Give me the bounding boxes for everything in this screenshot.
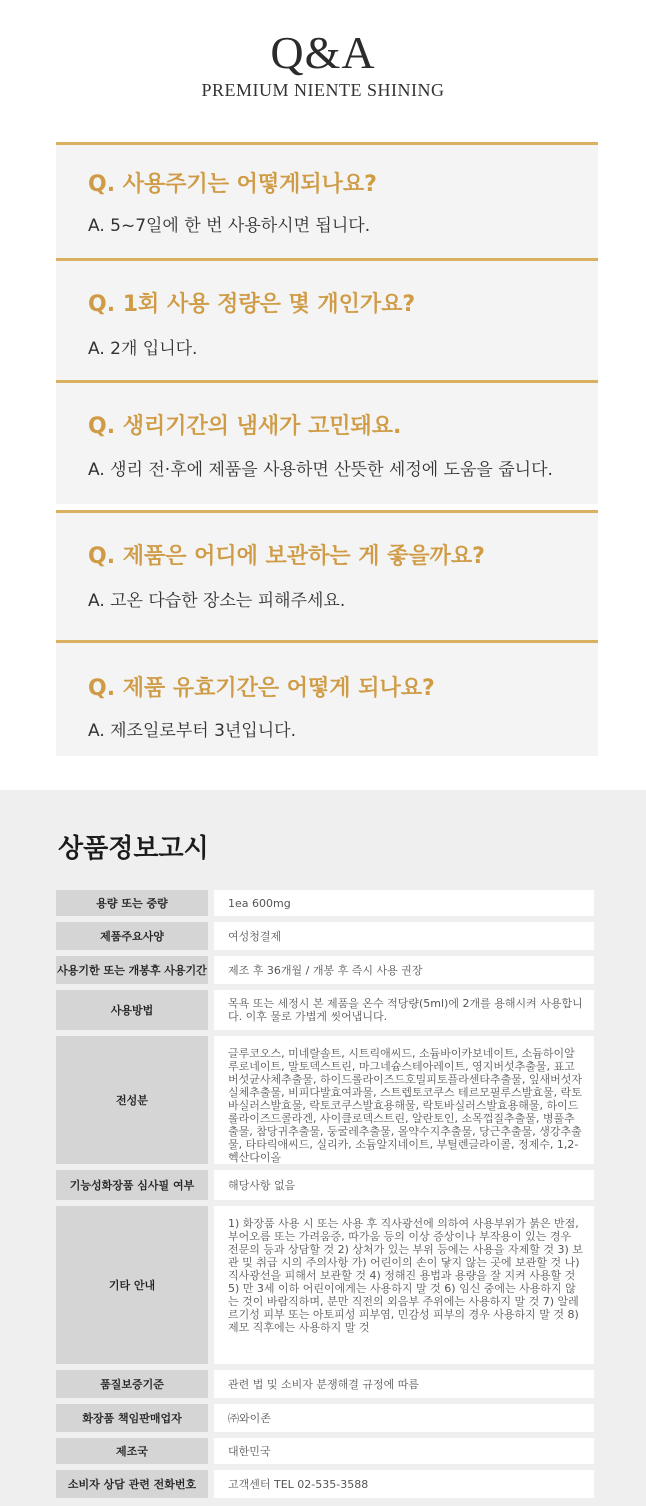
info-label: 제조국 <box>56 1438 208 1464</box>
qa-answer: A. 고온 다습한 장소는 피해주세요. <box>88 591 346 611</box>
info-row <box>56 990 594 1030</box>
qa-question: Q. 생리기간의 냄새가 고민돼요. <box>88 414 402 439</box>
info-label: 전성분 <box>56 1036 208 1164</box>
info-row <box>56 890 594 916</box>
qa-answer: A. 5~7일에 한 번 사용하시면 됩니다. <box>88 216 371 236</box>
info-value: 여성청결제 <box>214 922 594 950</box>
qa-answer: A. 생리 전·후에 제품을 사용하면 산뜻한 세정에 도움을 줍니다. <box>88 460 553 480</box>
qa-item <box>56 640 598 756</box>
qa-answer: A. 제조일로부터 3년입니다. <box>88 721 296 741</box>
info-value: 글루코오스, 미네랄솔트, 시트릭애씨드, 소듐바이카보네이트, 소듐하이알루로네이트, 말토덱스트린, 마그네슘스테아레이트, 영지버섯추출물, 표고버섯균사체추출물, 하이드롤라이즈드호밀피토플라센타추출물, 잎새버섯자실체추출물, 비피다발효여과물, 스트렙토코쿠스 테르모필루스발효물, 락토바실러스발효물, 락토코쿠스발효용해물, 락토바실러스발효용해물, 하이드롤라이즈드콜라겐, 사이클로덱스트린, 알란토인, 소목껍질추출물, 병풀추출물, 참당귀추출물, 둥굴레추출물, 몰약수지추출물, 당근추출물, 생강추출물, 타타릭애씨드, 실리카, 소듐알지네이트, 부틸렌글라이콜, 정제수, 1,2-헥산다이올 <box>214 1036 594 1164</box>
qa-item <box>56 380 598 504</box>
qa-subtitle: PREMIUM NIENTE SHINING <box>201 80 445 100</box>
info-value: 해당사항 없음 <box>214 1170 594 1200</box>
qa-question: Q. 제품 유효기간은 어떻게 되나요? <box>88 676 435 701</box>
info-value: 제조 후 36개월 / 개봉 후 즉시 사용 권장 <box>214 956 594 984</box>
qa-title: Q&A <box>270 27 376 78</box>
qa-question: Q. 제품은 어디에 보관하는 게 좋을까요? <box>88 544 485 569</box>
info-value: 고객센터 TEL 02-535-3588 <box>214 1470 594 1498</box>
info-row <box>56 1036 594 1164</box>
info-value: 대한민국 <box>214 1438 594 1464</box>
info-label: 용량 또는 중량 <box>56 890 208 916</box>
info-row <box>56 1370 594 1398</box>
info-row <box>56 922 594 950</box>
qa-item <box>56 510 598 640</box>
info-value: 1ea 600mg <box>214 890 594 916</box>
info-label: 사용방법 <box>56 990 208 1030</box>
info-row <box>56 1438 594 1464</box>
qa-question: Q. 사용주기는 어떻게되나요? <box>88 172 377 197</box>
info-row <box>56 1404 594 1432</box>
info-label: 소비자 상담 관련 전화번호 <box>56 1470 208 1498</box>
info-value: ㈜와이존 <box>214 1404 594 1432</box>
product-info-title: 상품정보고시 <box>58 834 209 864</box>
info-label: 제품주요사양 <box>56 922 208 950</box>
info-label: 사용기한 또는 개봉후 사용기간 <box>56 956 208 984</box>
info-row <box>56 1470 594 1498</box>
info-value: 목욕 또는 세정시 본 제품을 온수 적당량(5ml)에 2개를 용해시켜 사용합니다. 이후 물로 가볍게 씻어냅니다. <box>214 990 594 1030</box>
info-label: 화장품 책임판매업자 <box>56 1404 208 1432</box>
qa-answer: A. 2개 입니다. <box>88 339 198 359</box>
info-label: 기타 안내 <box>56 1206 208 1364</box>
info-row <box>56 956 594 984</box>
info-value: 관련 법 및 소비자 분쟁해결 규정에 따름 <box>214 1370 594 1398</box>
info-row <box>56 1170 594 1200</box>
info-label: 품질보증기준 <box>56 1370 208 1398</box>
qa-item <box>56 142 598 258</box>
qa-item <box>56 258 598 380</box>
product-info-section <box>0 790 646 1506</box>
info-value: 1) 화장품 사용 시 또는 사용 후 직사광선에 의하여 사용부위가 붉은 반점, 부어오름 또는 가려움증, 따가움 등의 이상 증상이나 부작용이 있는 경우 전문의 등과 상담할 것 2) 상처가 있는 부위 등에는 사용을 자제할 것 3) 보관 및 취급 시의 주의사항 가) 어린이의 손이 닿지 않는 곳에 보관할 것 나) 직사광선을 피해서 보관할 것 4) 정해진 용법과 용량을 잘 지켜 사용할 것 5) 만 3세 이하 어린이에게는 사용하지 말 것 6) 임신 중에는 사용하지 않는 것이 바람직하며, 분만 직전의 외음부 주위에는 사용하지 말 것 7) 알레르기성 피부 또는 아토피성 피부염, 민감성 피부의 경우 사용하지 말 것 8) 제모 직후에는 사용하지 말 것 <box>214 1206 594 1364</box>
qa-question: Q. 1회 사용 정량은 몇 개인가요? <box>88 292 416 317</box>
info-row <box>56 1206 594 1364</box>
info-label: 기능성화장품 심사필 여부 <box>56 1170 208 1200</box>
